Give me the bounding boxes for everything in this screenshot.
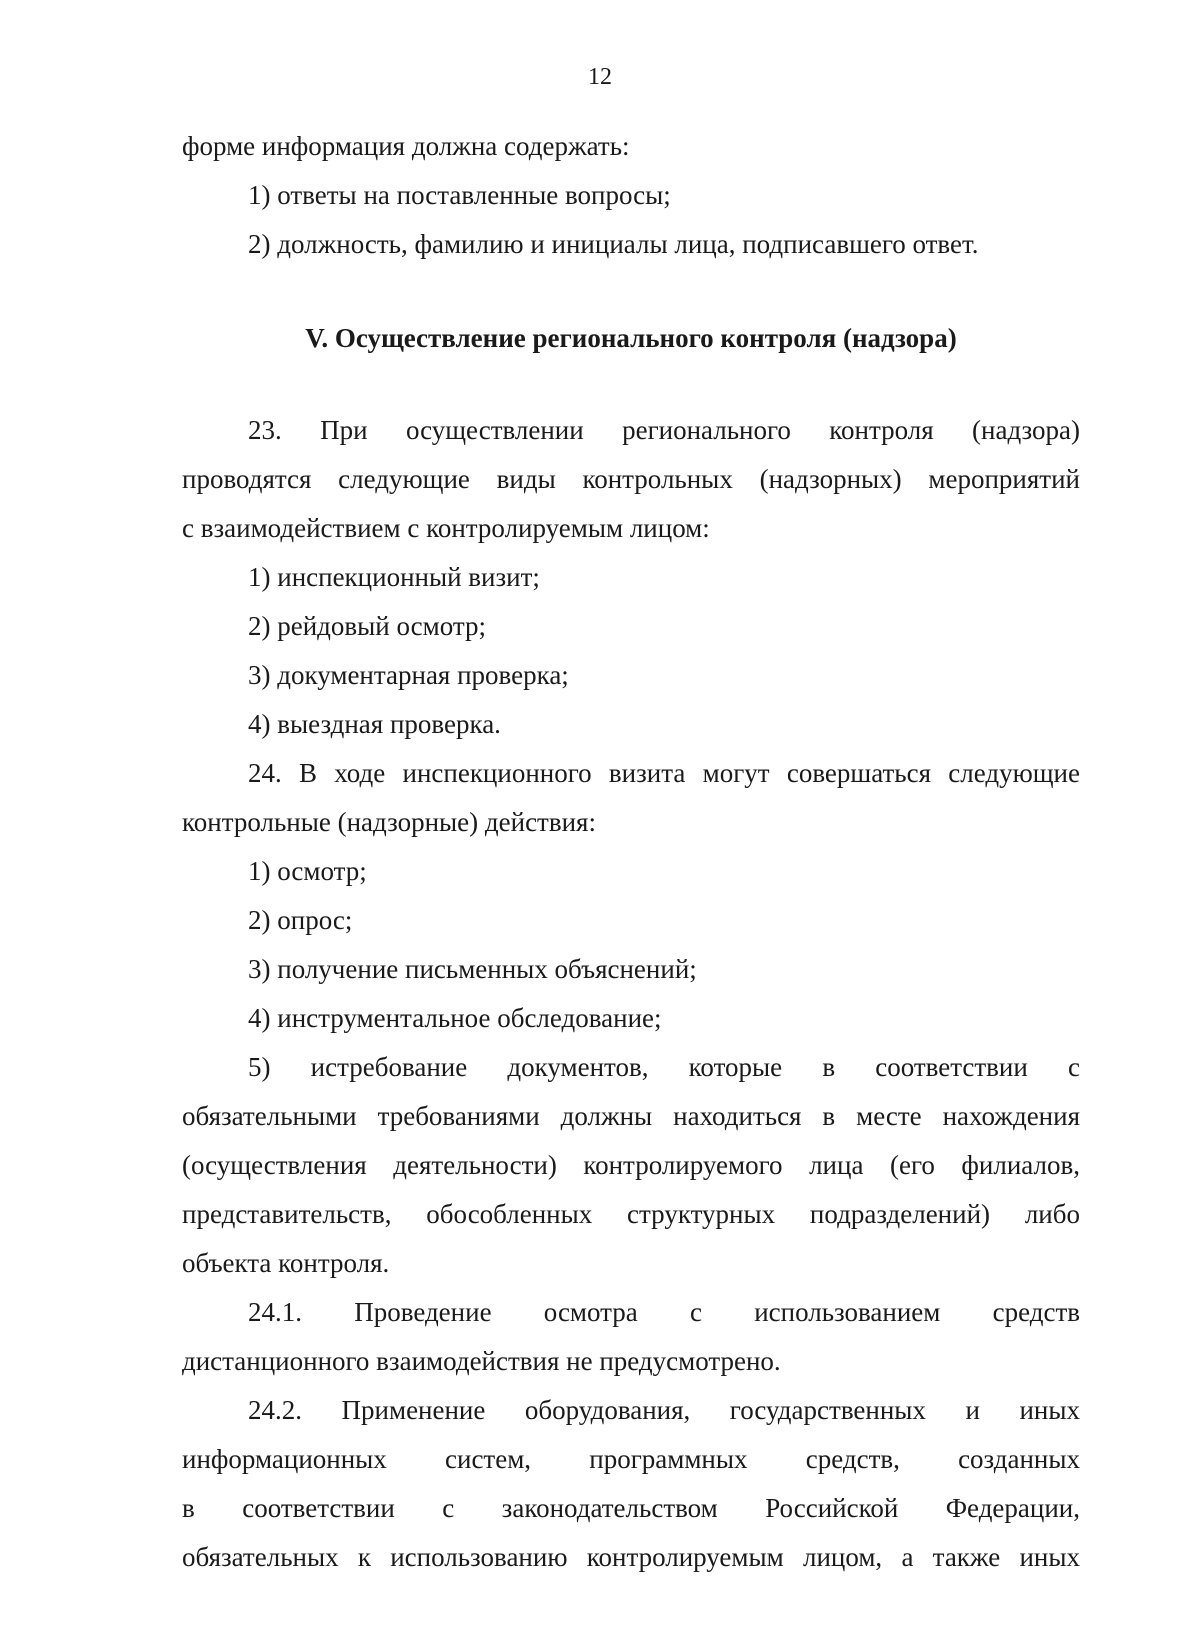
paragraph-line: дистанционного взаимодействия не предусмотрено. [182, 1346, 781, 1376]
paragraph-line: (осуществления деятельности) контролируемого лица (его филиалов, [182, 1150, 1080, 1180]
list-item: 3) документарная проверка; [248, 660, 569, 690]
paragraph-line: с взаимодействием с контролируемым лицом: [182, 513, 710, 543]
section-heading: V. Осуществление регионального контроля (надзора) [305, 323, 957, 353]
list-item: 2) опрос; [248, 905, 353, 935]
list-item: 2) должность, фамилию и инициалы лица, подписавшего ответ. [248, 229, 979, 259]
paragraph-line: обязательных к использованию контролируемым лицом, а также иных [182, 1542, 1080, 1572]
paragraph-line: представительств, обособленных структурных подразделений) либо [182, 1199, 1080, 1229]
paragraph-line: 24.1. Проведение осмотра с использованием средств [248, 1297, 1080, 1327]
paragraph-line: объекта контроля. [182, 1248, 390, 1278]
paragraph-line: информационных систем, программных средств, созданных [182, 1444, 1080, 1474]
paragraph-line: контрольные (надзорные) действия: [182, 807, 596, 837]
document-body [182, 122, 1080, 1582]
list-item: 5) истребование документов, которые в соответствии с [248, 1052, 1080, 1082]
paragraph-line: 24. В ходе инспекционного визита могут совершаться следующие [248, 758, 1080, 788]
paragraph-line: форме информация должна содержать: [182, 131, 630, 161]
paragraph-line: обязательными требованиями должны находиться в месте нахождения [182, 1101, 1080, 1131]
paragraph-line: в соответствии с законодательством Российской Федерации, [182, 1493, 1080, 1523]
paragraph-line: 24.2. Применение оборудования, государственных и иных [248, 1395, 1080, 1425]
paragraph-line: 23. При осуществлении регионального контроля (надзора) [248, 415, 1080, 445]
list-item: 1) инспекционный визит; [248, 562, 540, 592]
page-number: 12 [588, 64, 612, 90]
list-item: 2) рейдовый осмотр; [248, 611, 487, 641]
list-item: 1) ответы на поставленные вопросы; [248, 180, 671, 210]
list-item: 1) осмотр; [248, 856, 367, 886]
list-item: 4) инструментальное обследование; [248, 1003, 662, 1033]
list-item: 4) выездная проверка. [248, 709, 501, 739]
paragraph-line: проводятся следующие виды контрольных (надзорных) мероприятий [182, 464, 1080, 494]
list-item: 3) получение письменных объяснений; [248, 954, 697, 984]
